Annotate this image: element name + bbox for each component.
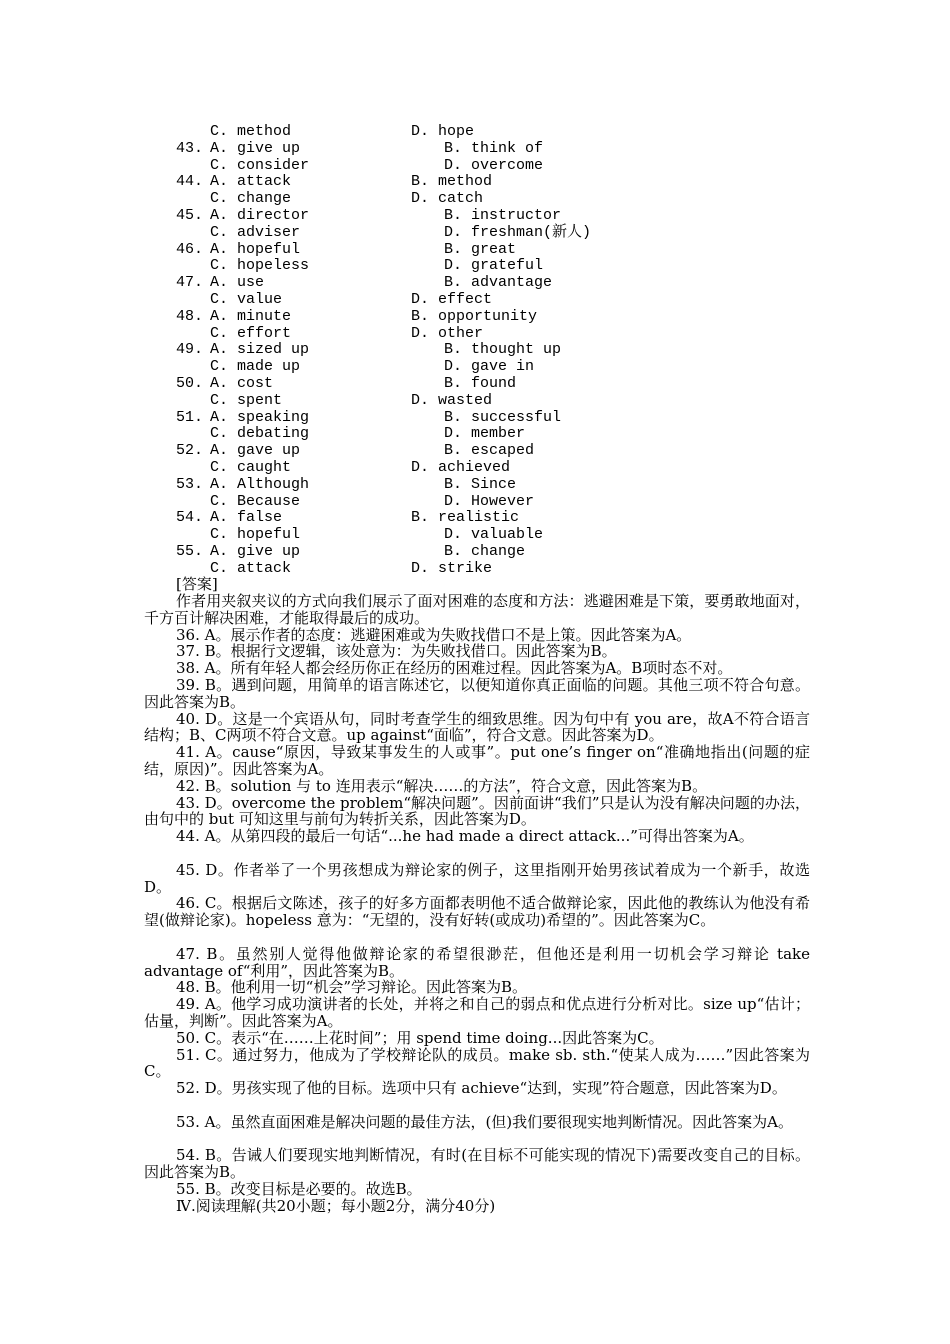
option-left: A. give up [210,543,301,560]
answer-paragraph: 52. D。男孩实现了他的目标。选项中只有 achieve“达到，实现”符合题意，因此答案为D。 [176,1080,787,1098]
answer-paragraph: 51. C。通过努力，他成为了学校辩论队的成员。make sb. sth.“使某人成为……”因此答案为C。 [144,1046,810,1081]
answer-paragraph: 40. D。这是一个宾语从句，同时考查学生的细致思维。因为句中有 you are，故A不符合语言结构；B、C两项不符合文意。up against“面临”，符合文意。因此答案为D。 [144,710,810,745]
option-right: D. hope [411,123,475,140]
option-left: A. hopeful [210,240,301,258]
option-left: A. gave up [210,442,301,460]
question-number: 52. [176,442,204,460]
option-right: B. think of [444,139,544,157]
answer-paragraph: 54. B。告诫人们要现实地判断情况，有时(在目标不可能实现的情况下)需要改变自己的目标。因此答案为B。 [144,1147,810,1181]
option-right: B. opportunity [411,307,538,325]
answer-heading: [答案] [176,575,218,593]
answer-paragraph: 50. C。表示“在……上花时间”；用 spend time doing...因此答案为C。 [176,1029,664,1047]
option-left: A. Although [210,475,310,493]
answer-paragraph: 44. A。从第四段的最后一句话“...he had made a direct attack...”可得出答案为A。 [176,828,754,846]
option-left: C. debating [210,425,310,443]
option-left: A. sized up [210,341,310,359]
option-right: B. method [411,173,493,191]
option-left: A. speaking [210,408,310,426]
question-number: 53. [176,475,204,493]
answer-paragraph: 36. A。展示作者的态度：逃避困难或为失败找借口不是上策。因此答案为A。 [176,626,692,644]
option-left: C. change [210,190,292,208]
question-number: 45. [176,207,204,224]
option-left: C. value [210,291,283,308]
option-right: B. successful [444,408,562,426]
option-left: A. false [210,509,283,527]
question-number: 48. [176,307,204,325]
option-right: D. However [444,492,535,510]
option-right: B. thought up [444,341,562,359]
option-right: D. other [411,324,484,342]
option-left: C. attack [210,559,292,577]
question-number: 49. [176,341,204,359]
option-left: C. effort [210,324,292,342]
question-number: 55. [176,543,204,560]
option-right: B. escaped [444,442,535,460]
option-left: A. minute [210,307,292,325]
question-number: 50. [176,375,204,392]
question-number: 44. [176,173,204,191]
answer-paragraph: 49. A。他学习成功演讲者的长处，并将之和自己的弱点和优点进行分析对比。size up“估计；估量，判断”。因此答案为A。 [144,996,810,1030]
answer-paragraph: 53. A。虽然直面困难是解决问题的最佳方法，(但)我们要很现实地判断情况。因此答案为A。 [176,1113,793,1131]
option-right: D. grateful [444,257,544,275]
option-left: C. hopeless [210,257,310,275]
option-right: D. overcome [444,156,544,174]
option-left: C. Because [210,492,301,510]
option-right: B. realistic [411,509,520,527]
option-left: C. spent [210,391,283,409]
answer-paragraph: 48. B。他利用一切“机会”学习辩论。因此答案为B。 [176,979,528,997]
option-right: D. wasted [411,391,493,409]
option-right: B. instructor [444,207,562,224]
answer-paragraph: 45. D。作者举了一个男孩想成为辩论家的例子，这里指刚开始男孩试着成为一个新手，故选D。 [144,861,810,896]
option-right: D. gave in [444,358,535,376]
option-right: D. catch [411,190,484,208]
option-right: B. change [444,543,526,560]
question-number: 54. [176,509,204,527]
option-left: A. use [210,274,265,292]
answer-paragraph: 55. B。改变目标是必要的。故选B。 [176,1181,422,1198]
option-right: D. member [444,425,526,443]
question-number: 51. [176,408,204,426]
answer-paragraph: 39. B。遇到问题，用简单的语言陈述它，以便知道你真正面临的问题。其他三项不符合句意。因此答案为B。 [144,677,810,711]
answer-paragraph: 42. B。solution 与 to 连用表示“解决……的方法”，符合文意，因此答案为B。 [176,777,708,795]
option-left: C. caught [210,459,292,476]
option-right: D. effect [411,291,493,308]
option-left: A. attack [210,173,292,191]
option-left: A. director [210,207,310,224]
answer-paragraph: 41. A。cause“原因，导致某事发生的人或事”。put one’s finger on“准确地指出(问题的症结，原因)”。因此答案为A。 [144,744,810,778]
option-left: C. consider [210,156,310,174]
option-left: C. method [210,123,292,140]
question-number: 43. [176,139,204,157]
answer-paragraph: 37. B。根据行文逻辑，该处意为：为失败找借口。因此答案为B。 [176,643,617,661]
option-right: B. Since [444,475,517,493]
option-right: B. advantage [444,274,553,292]
section-heading: Ⅳ.阅读理解(共20小题；每小题2分，满分40分) [176,1197,496,1215]
option-left: C. hopeful [210,526,301,544]
answer-paragraph: 43. D。overcome the problem“解决问题”。因前面讲“我们”只是认为没有解决问题的办法，由句中的 but 可知这里与前句为转折关系，因此答案为D。 [144,794,810,829]
answer-paragraph: 作者用夹叙夹议的方式向我们展示了面对困难的态度和方法：逃避困难是下策，要勇敢地面对，千方百计解决困难，才能取得最后的成功。 [144,593,810,627]
question-number: 47. [176,274,204,292]
answer-paragraph: 38. A。所有年轻人都会经历你正在经历的困难过程。因此答案为A。B项时态不对。 [176,660,733,677]
option-left: C. adviser [210,223,301,241]
question-number: 46. [176,240,204,258]
option-right: D. freshman(新人) [444,223,592,241]
option-right: B. great [444,240,517,258]
answer-paragraph: 46. C。根据后文陈述，孩子的好多方面都表明他不适合做辩论家，因此他的教练认为他没有希望(做辩论家)。hopeless 意为：“无望的，没有好转(或成功)希望的”。因此答案为C。 [144,895,810,930]
option-right: D. strike [411,559,493,577]
option-left: A. give up [210,139,301,157]
option-right: B. found [444,375,517,392]
answer-paragraph: 47. B。虽然别人觉得他做辩论家的希望很渺茫，但他还是利用一切机会学习辩论 take advantage of“利用”，因此答案为B。 [144,945,810,980]
option-left: A. cost [210,375,274,392]
option-right: D. achieved [411,459,511,476]
option-left: C. made up [210,358,301,376]
option-right: D. valuable [444,526,544,544]
